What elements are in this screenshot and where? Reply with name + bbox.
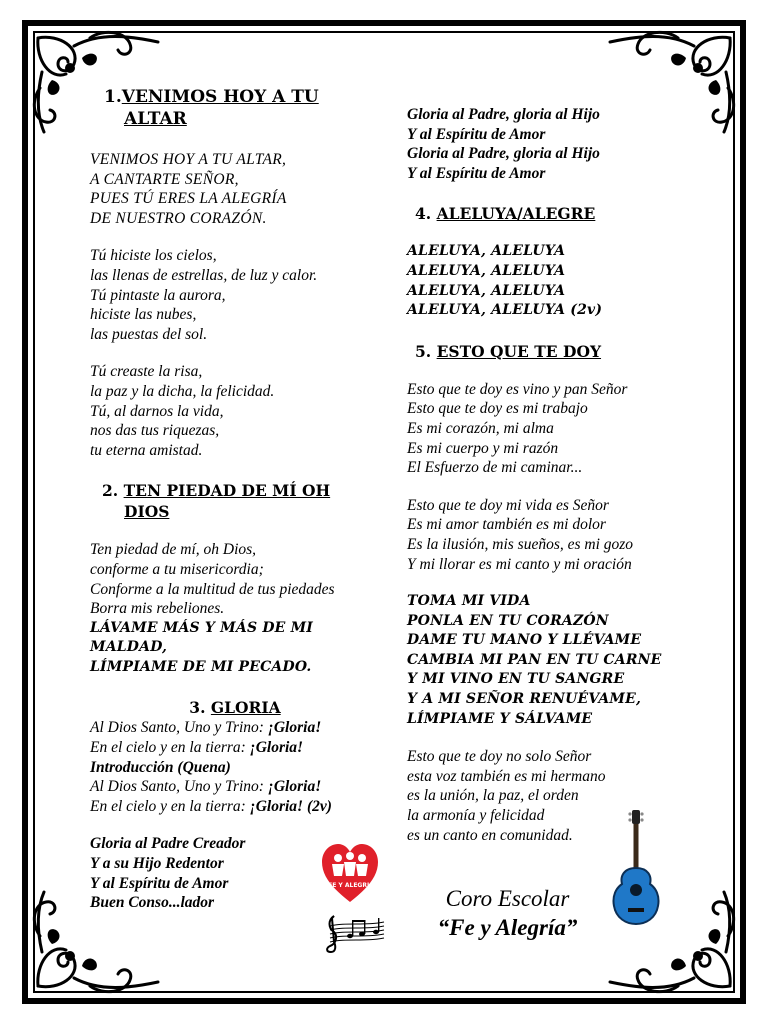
lyric-line: Esto que te doy es vino y pan Señor xyxy=(407,380,628,398)
lyric-line: CAMBIA MI PAN EN TU CARNE xyxy=(407,651,662,668)
lyric-line: Tú pintaste la aurora, xyxy=(90,286,226,304)
lyric-line: es un canto en comunidad. xyxy=(407,826,573,844)
lyric-line: Y A MI SEÑOR RENUÉVAME, xyxy=(407,691,642,708)
song-4-number: 4. xyxy=(415,204,432,224)
right-column xyxy=(407,105,697,845)
song-4-heading xyxy=(407,203,697,224)
lyric-line: Esto que te doy mi vida es Señor xyxy=(407,496,609,514)
song-3-verse xyxy=(90,718,380,816)
lyric-line: Y a su Hijo Redentor xyxy=(90,855,224,873)
song-5-chorus xyxy=(407,592,697,729)
lyric-line: nos das tus riquezas, xyxy=(90,422,220,440)
song-5-number: 5. xyxy=(415,341,432,361)
gloria-response: ¡Gloria! (2v) xyxy=(249,797,332,815)
lyric-line: Es la ilusión, mis sueños, es mi gozo xyxy=(407,535,634,553)
lyric-line: Gloria al Padre Creador xyxy=(90,835,246,853)
song-2-title: TEN PIEDAD DE MÍ OH xyxy=(123,481,331,501)
left-column xyxy=(90,86,380,913)
lyric-line: En el cielo y en la tierra: xyxy=(90,797,250,815)
lyric-line: Es mi cuerpo y mi razón xyxy=(407,439,559,457)
lyric-line: LÁVAME MÁS Y MÁS DE MI xyxy=(90,619,314,636)
lyric-line: El Esfuerzo de mi caminar... xyxy=(407,459,583,477)
lyric-line: PONLA EN TU CORAZÓN xyxy=(407,612,609,629)
lyric-line: LÍMPIAME Y SÁLVAME xyxy=(407,710,593,727)
lyric-line: Ten piedad de mí, oh Dios, xyxy=(90,541,257,559)
lyric-line: Y al Espíritu de Amor xyxy=(90,874,229,892)
guitar-icon xyxy=(610,810,662,926)
lyric-line: TOMA MI VIDA xyxy=(407,593,531,610)
song-1-verse-2 xyxy=(90,362,380,460)
lyric-line: DAME TU MANO Y LLÉVAME xyxy=(407,632,642,649)
choir-name xyxy=(425,884,590,942)
song-5-heading xyxy=(407,341,697,362)
gloria-response: ¡Gloria! xyxy=(249,739,304,757)
lyric-line: la armonía y felicidad xyxy=(407,807,545,825)
lyric-line: es la unión, la paz, el orden xyxy=(407,787,579,805)
lyric-line: ALELUYA, ALELUYA xyxy=(407,243,566,260)
lyric-line: VENIMOS HOY A TU ALTAR, xyxy=(90,151,287,168)
logo-text: FE Y ALEGRIA xyxy=(328,882,374,889)
lyric-line: Esto que te doy no solo Señor xyxy=(407,748,592,766)
lyric-line: esta voz también es mi hermano xyxy=(407,767,606,785)
lyric-line: Gloria al Padre, gloria al Hijo xyxy=(407,106,600,123)
choir-line-1: Coro Escolar xyxy=(445,886,570,911)
lyric-line: conforme a tu misericordia; xyxy=(90,560,264,578)
song-1-heading xyxy=(90,86,380,130)
lyric-line: Tú creaste la risa, xyxy=(90,363,203,381)
lyric-line: Es mi corazón, mi alma xyxy=(407,419,554,437)
lyric-line: ALELUYA, ALELUYA (2v) xyxy=(407,302,603,319)
lyric-line: Buen Conso...lador xyxy=(90,894,215,912)
lyric-line: Al Dios Santo, Uno y Trino: xyxy=(90,719,268,737)
lyric-line: Conforme a la multitud de tus piedades xyxy=(90,580,335,598)
intro-note: Introducción (Quena) xyxy=(90,758,231,776)
lyric-line: Tú, al darnos la vida, xyxy=(90,402,224,420)
lyric-line: A CANTARTE SEÑOR, xyxy=(90,170,239,188)
gloria-response: ¡Gloria! xyxy=(267,778,322,796)
song-2-title-line2: DIOS xyxy=(124,502,170,522)
song-4-verse xyxy=(407,242,697,320)
lyric-line: Borra mis rebeliones. xyxy=(90,600,225,618)
song-5-verse-1 xyxy=(407,380,697,478)
lyric-line: Tú hiciste los cielos, xyxy=(90,247,217,265)
song-2-number: 2. xyxy=(102,481,119,501)
song-1-verse-1 xyxy=(90,246,380,344)
lyric-line: DE NUESTRO CORAZÓN. xyxy=(90,209,267,227)
lyric-line: En el cielo y en la tierra: xyxy=(90,739,250,757)
lyric-line: las llenas de estrellas, de luz y calor. xyxy=(90,266,318,284)
song-4-title: ALELUYA/ALEGRE xyxy=(436,204,596,224)
song-2-verse xyxy=(90,540,380,618)
song-1-number: 1. xyxy=(104,87,122,107)
song-5-title: ESTO QUE TE DOY xyxy=(436,341,602,361)
lyric-line: tu eterna amistad. xyxy=(90,441,203,459)
lyric-line: la paz y la dicha, la felicidad. xyxy=(90,382,275,400)
song-2-chorus xyxy=(90,619,380,678)
lyric-line: Y MI VINO EN TU SANGRE xyxy=(407,671,625,688)
lyric-line: PUES TÚ ERES LA ALEGRÍA xyxy=(90,190,287,208)
lyric-line: Esto que te doy es mi trabajo xyxy=(407,400,588,418)
song-5-verse-2 xyxy=(407,496,697,574)
song-3-chorus-cont xyxy=(407,105,697,183)
choir-line-2: “Fe y Alegría” xyxy=(437,915,578,940)
lyric-line: LÍMPIAME DE MI PECADO. xyxy=(90,658,312,675)
lyric-line: Y al Espíritu de Amor xyxy=(407,125,546,143)
song-1-title-line2: ALTAR xyxy=(124,109,187,129)
lyric-line: ALELUYA, ALELUYA xyxy=(407,262,566,279)
gloria-response: ¡Gloria! xyxy=(267,719,322,737)
lyric-line: ALELUYA, ALELUYA xyxy=(407,282,566,299)
lyric-line: Y al Espíritu de Amor xyxy=(407,164,546,182)
lyric-line: Al Dios Santo, Uno y Trino: xyxy=(90,778,268,796)
lyric-line: MALDAD, xyxy=(90,639,168,656)
song-2-heading xyxy=(90,480,380,522)
lyric-line: Y mi llorar es mi canto y mi oración xyxy=(407,555,632,573)
song-1-chorus xyxy=(90,150,380,228)
music-notes-icon xyxy=(322,912,386,954)
song-3-title: GLORIA xyxy=(210,698,281,718)
lyric-line: Es mi amor también es mi dolor xyxy=(407,516,606,534)
lyric-line: las puestas del sol. xyxy=(90,325,208,343)
lyric-line: Gloria al Padre, gloria al Hijo xyxy=(407,145,600,163)
song-3-number: 3. xyxy=(189,698,206,718)
lyric-line: hiciste las nubes, xyxy=(90,306,197,324)
heart-logo-icon xyxy=(320,842,380,904)
song-1-title: VENIMOS HOY A TU xyxy=(121,87,319,107)
song-3-heading xyxy=(90,697,380,718)
